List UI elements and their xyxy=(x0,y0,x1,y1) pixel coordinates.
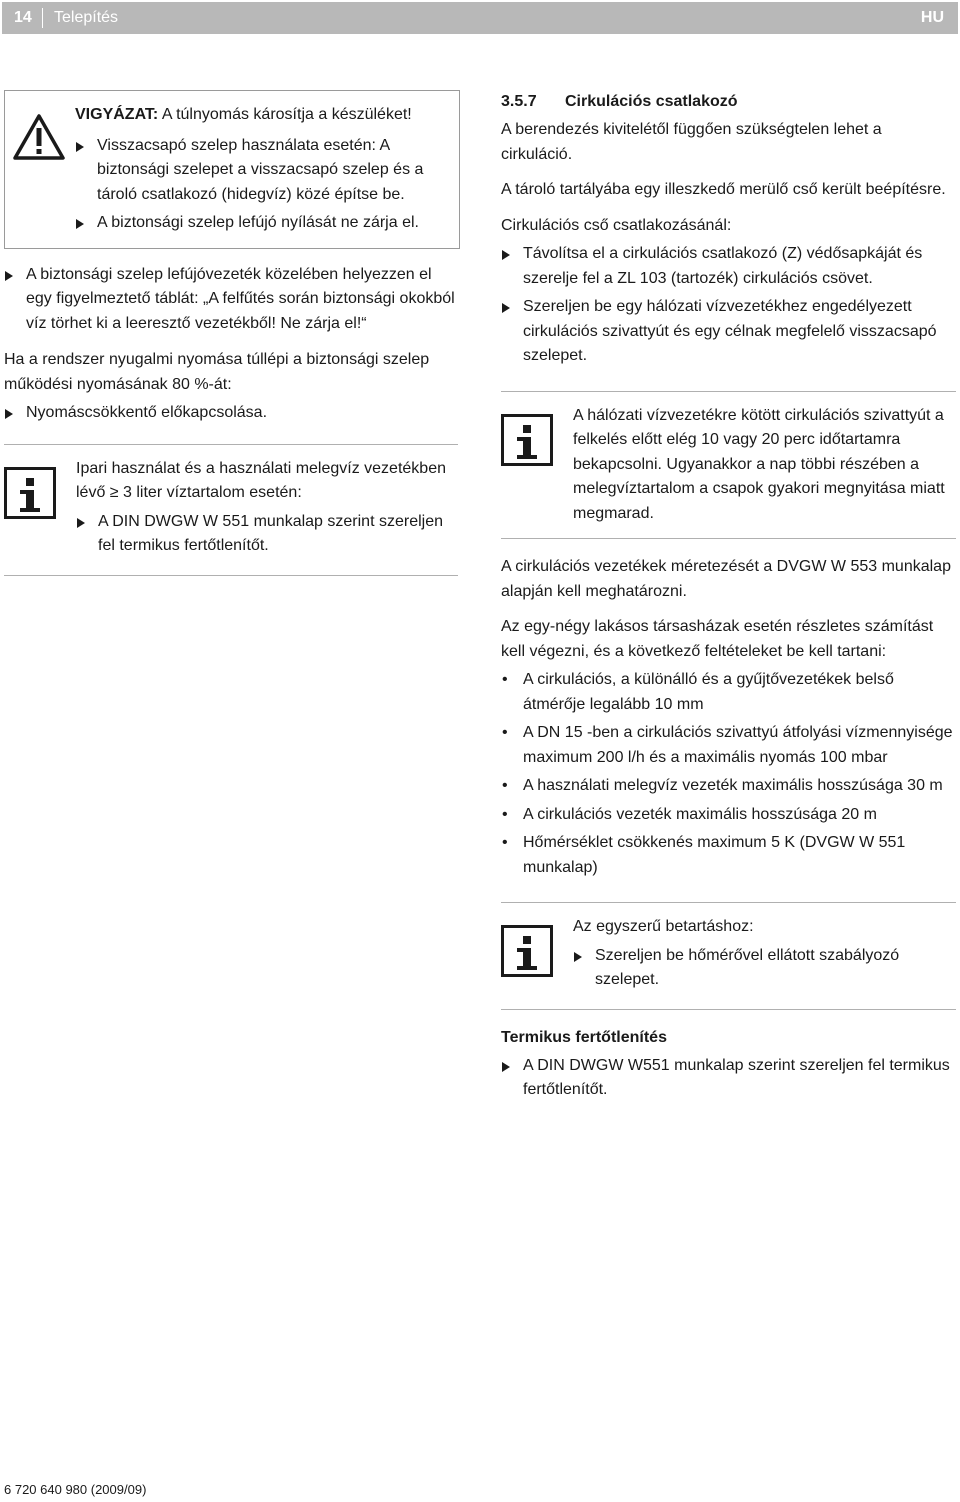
info-text: Ipari használat és a használati melegvíz vezetékben lévő ≥ 3 liter víztartalom esetén: xyxy=(76,459,446,501)
bullet-triangle-icon xyxy=(574,952,582,962)
list-item-text: A biztonsági szelep lefújó nyílását ne zárja el. xyxy=(97,214,419,231)
paragraph: A tároló tartályába egy illeszkedő merülő cső került beépítésre. xyxy=(501,181,946,198)
list-item-text: A biztonsági szelep lefújóvezeték közelében helyezzen el egy figyelmeztető táblát: „A felfűtés során biztonsági okokból víz törhet ki a leeresztő vezetékből! Ne zárja el!“ xyxy=(26,265,455,332)
list-item xyxy=(4,401,458,426)
warning-label: VIGYÁZAT: xyxy=(75,106,159,123)
list-item-text: Távolítsa el a cirkulációs csatlakozó (Z) védősapkáját és szerelje fel a ZL 103 (tartozék) cirkulációs csövet. xyxy=(523,245,923,287)
list-item xyxy=(76,510,458,559)
bullet-triangle-icon xyxy=(5,271,13,281)
list-item-text: Nyomáscsökkentő előkapcsolása. xyxy=(26,404,268,421)
bullet-item xyxy=(501,803,956,828)
bullet-dot-icon: • xyxy=(502,671,508,688)
info-text: Az egyszerű betartáshoz: xyxy=(573,918,754,935)
bullet-item xyxy=(501,668,956,717)
paragraph: A cirkulációs vezetékek méretezését a DVGW W 553 munkalap alapján kell meghatározni. xyxy=(501,558,951,600)
bullet-triangle-icon xyxy=(77,518,85,528)
bullet-dot-icon: • xyxy=(502,834,508,851)
paragraph: Ha a rendszer nyugalmi nyomása túllépi a biztonsági szelep működési nyomásának 80 %-át: xyxy=(4,351,430,393)
list-item-text: A DN 15 -ben a cirkulációs szivattyú átfolyási vízmennyisége maximum 200 l/h és a maximális nyomás 100 mbar xyxy=(523,724,953,766)
paragraph: Cirkulációs cső csatlakozásánál: xyxy=(501,216,732,234)
bullet-item xyxy=(501,831,956,880)
info-icon xyxy=(4,467,56,519)
bullet-triangle-icon xyxy=(76,219,84,229)
language-code: HU xyxy=(920,9,944,26)
header-separator xyxy=(42,8,43,28)
bullet-dot-icon: • xyxy=(502,777,508,794)
section-number: 3.5.7 xyxy=(501,93,537,110)
list-item xyxy=(501,242,956,291)
list-item-text: Hőmérséklet csökkenés maximum 5 K (DVGW W 551 munkalap) xyxy=(523,834,906,876)
paragraph: Az egy-négy lakásos társasházak esetén részletes számítást kell végezni, és a következő feltételeket be kell tartani: xyxy=(501,618,934,660)
list-item xyxy=(4,263,458,337)
right-column xyxy=(501,90,956,1107)
section-title: Cirkulációs csatlakozó xyxy=(565,93,738,110)
paragraph: A berendezés kivitelétől függően szükségtelen lehet a cirkuláció. xyxy=(501,121,882,163)
page-number: 14 xyxy=(14,9,32,26)
warning-box xyxy=(4,90,460,249)
list-item-text: A használati melegvíz vezeték maximális hosszúsága 30 m xyxy=(523,777,943,794)
bullet-dot-icon: • xyxy=(502,724,508,741)
list-item xyxy=(75,134,449,208)
bullet-triangle-icon xyxy=(502,250,510,260)
bullet-triangle-icon xyxy=(5,409,13,419)
page-header xyxy=(2,2,958,34)
document-footer: 6 720 640 980 (2009/09) xyxy=(4,1482,147,1497)
bullet-dot-icon: • xyxy=(502,805,508,823)
section-name: Telepítés xyxy=(54,9,119,26)
list-item xyxy=(75,211,449,236)
bullet-triangle-icon xyxy=(502,303,510,313)
warning-heading xyxy=(75,103,449,128)
list-item-text: A DIN DWGW W 551 munkalap szerint szereljen fel termikus fertőtlenítőt. xyxy=(98,512,443,554)
list-item xyxy=(501,295,956,369)
list-item-text: Szereljen be hőmérővel ellátott szabályozó szelepet. xyxy=(595,946,900,988)
list-item-text: A cirkulációs vezeték maximális hosszúsága 20 m xyxy=(523,805,877,823)
info-text: A hálózati vízvezetékre kötött cirkulációs szivattyút a felkelés előtt elég 10 vagy 20 perc időtartamra bekapcsolni. Ugyanakkor a nap többi részében a melegvíztartalom a csapok gyakori megnyitása miatt megmarad. xyxy=(573,406,945,522)
section-heading xyxy=(501,90,956,114)
subheading: Termikus fertőtlenítés xyxy=(501,1028,667,1046)
left-column xyxy=(4,90,458,592)
bullet-triangle-icon xyxy=(502,1062,510,1072)
list-item-text: Szereljen be egy hálózati vízvezetékhez engedélyezett cirkulációs szivattyút és egy célnak megfelelő visszacsapó szelepet. xyxy=(523,298,937,364)
list-item-text: A cirkulációs, a különálló és a gyűjtővezetékek belső átmérője legalább 10 mm xyxy=(523,671,894,713)
bullet-item xyxy=(501,774,956,799)
bullet-item xyxy=(501,721,956,770)
list-item-text: A DIN DWGW W551 munkalap szerint szereljen fel termikus fertőtlenítőt. xyxy=(523,1056,950,1098)
info-box xyxy=(501,391,956,540)
list-item xyxy=(573,944,956,993)
info-icon xyxy=(501,414,553,466)
list-item xyxy=(501,1054,956,1103)
list-item-text: Visszacsapó szelep használata esetén: A biztonsági szelepet a visszacsapó szelep és a tároló csatlakozó (hidegvíz) közé építse be. xyxy=(97,136,424,203)
bullet-triangle-icon xyxy=(76,142,84,152)
warning-text: A túlnyomás károsítja a készüléket! xyxy=(158,106,412,123)
warning-triangle-icon xyxy=(13,113,65,161)
info-box xyxy=(501,902,956,1010)
info-box xyxy=(4,444,458,576)
info-icon xyxy=(501,925,553,977)
